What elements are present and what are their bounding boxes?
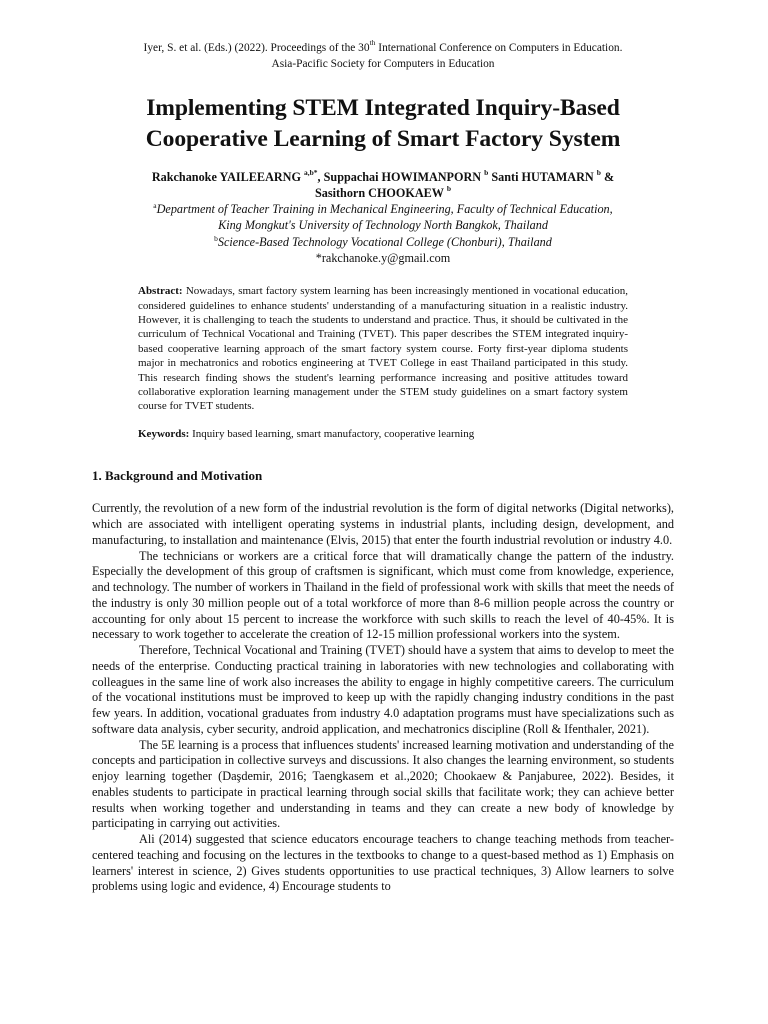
author-line-2 [92, 185, 674, 201]
title-line-2: Cooperative Learning of Smart Factory System [145, 126, 621, 152]
corresponding-email: *rakchanoke.y@gmail.com [315, 251, 451, 266]
keywords-label: Keywords: [138, 427, 190, 440]
author-1: Rakchanoke YAILEEARNG [151, 170, 304, 184]
affiliation-a-marker: a [153, 200, 157, 210]
affiliation-b [92, 234, 674, 250]
author-list [92, 169, 674, 201]
paper-title [92, 93, 674, 155]
author-2: , Suppachai HOWIMANPORN [317, 170, 485, 184]
header-text-b: International Conference on Computers in Education. [375, 42, 623, 54]
author-2-affil: b [484, 167, 489, 177]
section-heading: 1. Background and Motivation [92, 468, 263, 484]
author-ampersand: & [600, 170, 615, 184]
author-3: Santi HUTAMARN [488, 170, 597, 184]
affiliation-a [92, 201, 674, 217]
proceedings-header [92, 40, 674, 56]
affiliation-b-line: Science-Based Technology Vocational College (Chonburi), Thailand [217, 234, 552, 249]
affiliation-a-line-1: Department of Teacher Training in Mechanical Engineering, Faculty of Technical Education, [156, 202, 613, 216]
paper-page [92, 40, 674, 895]
paragraph-2: The technicians or workers are a critical force that will dramatically change the pattern of the industry. Especially the development of this group of craftsmen is significant, which must come from knowledge, experience, and technology. The number of workers in Thailand in the field of professional work with skills that meet the needs of the industry is only 30 million people out of a total workforce of more than 8-6 million people across the country or accounting for only about 15 percent to increase the workforce with such skills to reach the level of 40-45%. It is necessary to work together to accelerate the creation of 12-15 million professional workers into the system. [92, 548, 674, 642]
author-1-affil: a,b* [304, 167, 318, 177]
title-line-1: Implementing STEM Integrated Inquiry-Based [146, 95, 620, 121]
paragraph-5: Ali (2014) suggested that science educators encourage teachers to change teaching methods from teacher-centered teaching and focusing on the lectures in the textbooks to change to a quest-based method as 1) Emphasis on learners' interest in science, 2) Gives students opportunities to use practical techniques, 3) Allow learners to solve problems using logic and evidence, 4) Encourage students to [92, 832, 674, 894]
header-text-a: Iyer, S. et al. (Eds.) (2022). Proceedings of the 30 [143, 42, 370, 54]
affiliation-b-marker: b [214, 233, 218, 243]
abstract [138, 284, 628, 414]
section-body [92, 501, 674, 895]
paragraph-3: Therefore, Technical Vocational and Training (TVET) should have a system that aims to develop to meet the needs of the enterprise. Conducting practical training in laboratories with new technologies and collaborating with colleagues in the same line of work also increases the ability to engage in highly competitive careers. The curriculum of the vocational institutions must be improved to keep up with the rapidly changing industry conditions in the past few years. In addition, vocational graduates from industry 4.0 adaptation programs must have specializations such as software data analysis, cyber security, android application, and mechatronics discipline (Roll & Ifenthaler, 2021). [92, 643, 674, 736]
affiliation-a-line-2: King Mongkut's University of Technology North Bangkok, Thailand [218, 218, 548, 233]
paragraph-1: Currently, the revolution of a new form of the industrial revolution is the form of digital networks (Digital networks), which are associated with intelligent operating systems in industrial plants, including design, development, and manufacturing, to installation and maintenance (Elvis, 2015) that enter the fourth industrial revolution or industry 4.0. [92, 501, 674, 547]
author-line-1 [92, 169, 674, 185]
abstract-text: Nowadays, smart factory system learning has been increasingly mentioned in vocational education, considered guidelines to enhance students' understanding of a manufacturing situation in a realistic industry. However, it is challenging to teach the students to understand and practice. Thus, it should be cultivated in the curriculum of Technical Vocational and Training (TVET). This paper describes the STEM integrated inquiry-based cooperative learning approach of the smart factory system course. Forty first-year diploma students major in mechatronics and robotics engineering at TVET College in east Thailand participated in this study. This research finding shows the student's learning performance increasing and positive attitudes toward collaborative exploration learning management under the STEM study guidelines on a smart factory system course for TVET students. [138, 285, 628, 413]
keywords [138, 427, 628, 441]
author-4: Sasithorn CHOOKAEW [314, 186, 447, 200]
author-3-affil: b [596, 167, 601, 177]
author-4-affil: b [446, 183, 451, 193]
society-header: Asia-Pacific Society for Computers in Education [271, 58, 495, 70]
header-superscript: th [369, 38, 376, 48]
abstract-label: Abstract: [138, 285, 183, 298]
affiliations [92, 201, 674, 266]
paragraph-4: The 5E learning is a process that influences students' increased learning motivation and understanding of the concepts and participation in collective surveys and discussions. It also changes the learning environment, so students enjoy learning together (Daşdemir, 2016; Taengkasem et al.,2020; Chookaew & Panjaburee, 2022). Besides, it enables students to participate in practical learning through social skills that facilitate work; they can achieve better results when working together and understanding in teams and they can create a new body of knowledge by participating in carrying out activities. [92, 737, 674, 831]
keywords-text: Inquiry based learning, smart manufactory, cooperative learning [189, 427, 475, 440]
